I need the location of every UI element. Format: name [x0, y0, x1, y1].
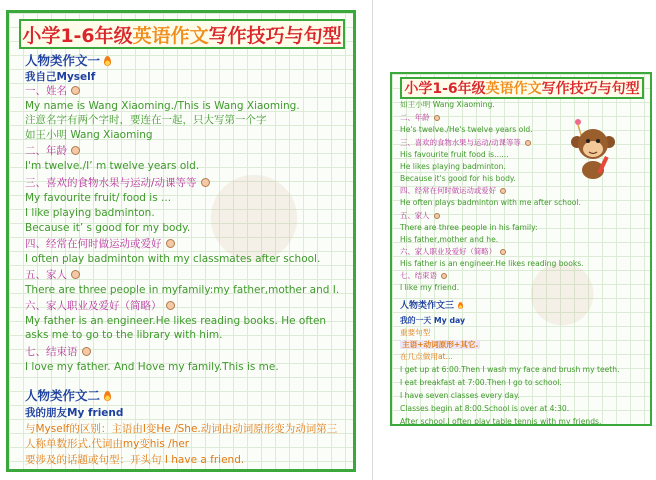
text-line: [400, 353, 453, 361]
text-line: [400, 151, 509, 159]
text-line: [25, 101, 300, 112]
text-line: [400, 418, 601, 426]
line-text: 一、姓名: [25, 85, 67, 97]
line-text: There are three people in myfamily:my father,mother and I.: [25, 284, 340, 296]
title-part-grade: 小学1-6年级: [404, 81, 486, 97]
flame-icon: [104, 391, 111, 401]
line-text: 人物类作文一: [25, 53, 101, 68]
line-text: Because it's good for his body.: [400, 174, 516, 183]
line-text: I often play badminton with my classmates after school.: [25, 253, 321, 265]
subsection-heading: [25, 146, 80, 157]
line-text: I get up at 6:00.Then I wash my face and brush my teeth.: [400, 365, 620, 374]
text-line: [400, 101, 495, 109]
line-text: 人物类作文三: [400, 301, 455, 311]
line-text: 主语+动词原形+其它.: [402, 340, 479, 349]
smiley-icon: [434, 213, 440, 219]
line-text: My name is Wang Xiaoming./This is Wang Xiaoming.: [25, 100, 300, 112]
line-text: 重要句型: [400, 328, 431, 337]
text-line: [25, 130, 153, 141]
line-text: My favourite fruit/ food is ...: [25, 192, 172, 204]
text-line: [400, 317, 465, 325]
line-text: 人物类作文二: [25, 388, 101, 403]
title-part-english: 英语作文: [132, 24, 209, 47]
line-text: 三、喜欢的食物水果与运动/动课等等: [25, 177, 197, 189]
text-line: [25, 408, 123, 419]
text-line: [400, 329, 430, 337]
line-text: 要涉及的话题或句型：开头句 I have a friend.: [25, 454, 245, 466]
smiley-icon: [82, 347, 91, 356]
smiley-icon: [71, 86, 80, 95]
line-text: After school,I often play table tennis with my friends.: [400, 417, 602, 426]
line-text: 我自己Myself: [25, 71, 96, 83]
smiley-icon: [166, 239, 175, 248]
text-line: [25, 193, 171, 204]
section-heading: [25, 55, 111, 68]
subsection-heading: [25, 239, 175, 250]
subsection-heading: [400, 272, 447, 279]
text-line: [400, 379, 562, 387]
text-line: [25, 330, 222, 341]
text-line: [400, 366, 620, 374]
line-text: 三、喜欢的食物水果与运动/动课等等: [400, 138, 521, 147]
flame-icon: [458, 302, 463, 309]
subsection-heading: [400, 248, 506, 255]
right-page-title: [400, 77, 644, 99]
text-line: [25, 455, 244, 466]
line-text: 在几点做用at...: [400, 352, 453, 361]
subsection-heading: [400, 212, 440, 219]
line-text: asks me to go to the library with him.: [25, 329, 223, 341]
line-text: He's twelve./He's twelve years old.: [400, 125, 533, 134]
line-text: There are three people in his family:: [400, 223, 538, 232]
line-text: 六、家人职业及爱好（简略）: [400, 247, 497, 256]
line-text: He likes playing badminton.: [400, 162, 506, 171]
text-line: [400, 199, 581, 207]
subsection-heading: [400, 114, 440, 121]
line-text: I like my friend.: [400, 283, 460, 292]
text-line: [25, 362, 279, 373]
line-text: I'm twelve./I’ m twelve years old.: [25, 160, 200, 172]
text-line: [25, 285, 339, 296]
line-text: I like playing badminton.: [25, 207, 155, 219]
line-text: 四、经常在何时做运动或爱好: [400, 186, 497, 195]
text-line: [25, 161, 199, 172]
text-line: [400, 341, 480, 349]
line-text: 五、家人: [400, 211, 430, 220]
title-part-skills: 写作技巧与句型: [208, 24, 342, 47]
text-line: [25, 223, 190, 234]
subsection-heading: [25, 347, 91, 358]
subsection-heading: [400, 187, 506, 194]
line-text: 七、结束语: [400, 271, 437, 280]
text-line: [25, 439, 189, 450]
line-text: His favourite fruit food is......: [400, 150, 509, 159]
text-line: [25, 424, 337, 435]
text-line: [400, 284, 459, 292]
text-line: [400, 175, 516, 183]
line-text: I eat breakfast at 7:00.Then I go to school.: [400, 378, 562, 387]
line-text: 七、结束语: [25, 346, 78, 358]
text-line: [400, 236, 498, 244]
line-text: 我的一天 My day: [400, 316, 466, 325]
left-page-title: [19, 19, 345, 49]
line-text: I love my father. And Hove my family.This is me.: [25, 361, 279, 373]
line-text: His father is an engineer.He likes reading books.: [400, 259, 584, 268]
line-text: My father is an engineer.He likes reading books. He often: [25, 315, 327, 327]
subsection-heading: [25, 178, 210, 189]
text-line: [400, 405, 569, 413]
line-text: 我的朋友My friend: [25, 407, 124, 419]
subsection-heading: [25, 270, 80, 281]
line-text: His father,mother and he.: [400, 235, 499, 244]
smiley-icon: [71, 146, 80, 155]
text-line: [25, 316, 326, 327]
section-heading: [25, 390, 111, 403]
monkey-illustration: [568, 116, 622, 180]
left-page: [6, 10, 356, 472]
title-part-skills: 写作技巧与句型: [541, 81, 640, 97]
section-heading: [400, 302, 463, 311]
text-line: [25, 72, 95, 83]
right-page: [390, 72, 652, 426]
line-text: 五、家人: [25, 269, 67, 281]
text-line: [400, 163, 506, 171]
subsection-heading: [25, 301, 175, 312]
smiley-icon: [441, 273, 447, 279]
line-text: Classes begin at 8:00.School is over at 4:30.: [400, 404, 570, 413]
line-text: 如王小明 Wang Xiaoming.: [400, 100, 495, 109]
line-text: 人称单数形式.代词由my变his /her: [25, 438, 190, 450]
smiley-icon: [525, 140, 531, 146]
line-text: 二、年龄: [400, 113, 430, 122]
text-line: [25, 208, 155, 219]
smiley-icon: [201, 178, 210, 187]
line-text: I have seven classes every day.: [400, 391, 520, 400]
smiley-icon: [500, 188, 506, 194]
text-line: [400, 126, 533, 134]
title-part-grade: 小学1-6年级: [22, 24, 133, 47]
subsection-heading: [25, 86, 80, 97]
smiley-icon: [71, 270, 80, 279]
text-line: [25, 254, 320, 265]
flame-icon: [104, 56, 111, 66]
subsection-heading: [400, 139, 531, 146]
line-text: 如王小明 Wang Xiaoming: [25, 129, 153, 141]
smiley-icon: [434, 115, 440, 121]
line-text: 二、年龄: [25, 145, 67, 157]
line-text: 注意名字有两个字时，要连在一起，只大写第一个字: [25, 114, 267, 126]
line-text: Because it’ s good for my body.: [25, 222, 191, 234]
smiley-icon: [166, 301, 175, 310]
line-text: He often plays badminton with me after school.: [400, 198, 581, 207]
line-text: 与Myself的区别：主语由I变He /She.动词由动词原形变为动词第三: [25, 423, 338, 435]
text-line: [400, 392, 520, 400]
text-line: [400, 224, 538, 232]
title-part-english: 英语作文: [485, 81, 542, 97]
page-divider: [372, 0, 373, 480]
text-line: [400, 260, 584, 268]
smiley-icon: [500, 249, 506, 255]
line-text: 四、经常在何时做运动或爱好: [25, 238, 162, 250]
line-text: 六、家人职业及爱好（简略）: [25, 300, 162, 312]
text-line: [25, 115, 267, 126]
